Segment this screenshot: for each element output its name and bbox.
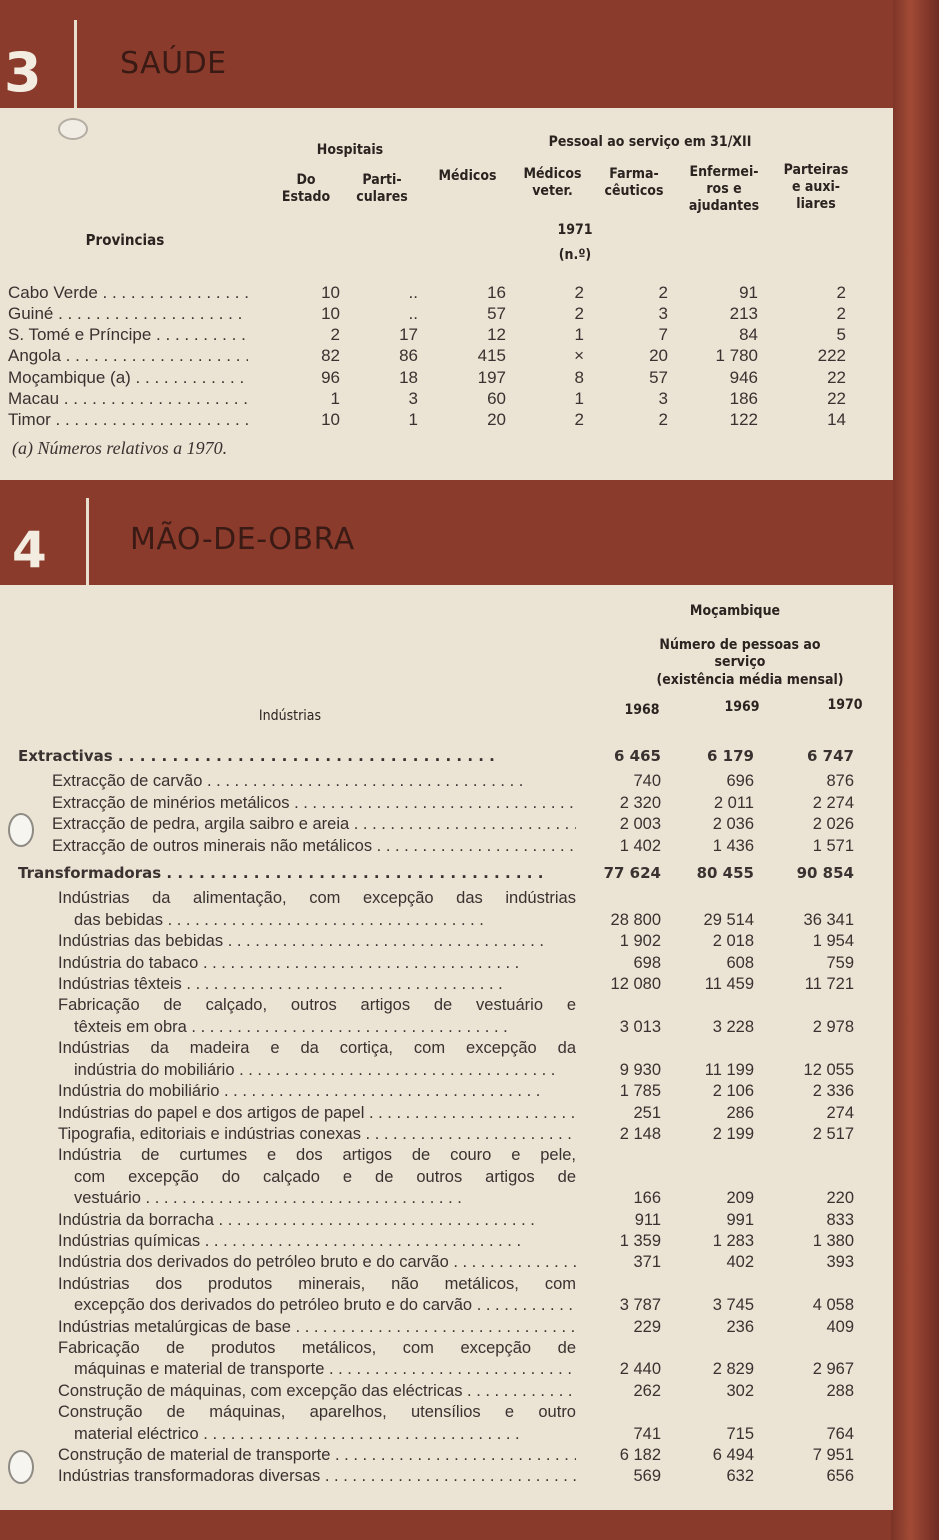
label-line: Fabricação de calçado, outros artigos de vestuário e xyxy=(58,996,576,1015)
cell-value-1969: 3 745 xyxy=(712,1296,754,1315)
punch-hole xyxy=(8,1450,34,1484)
table-row xyxy=(8,303,868,324)
cell-value-1970: 2 026 xyxy=(812,815,854,834)
industry-label xyxy=(18,888,576,931)
cell-value: 10 xyxy=(321,410,340,430)
cell-value-1969: 1 283 xyxy=(712,1231,754,1250)
cell-value-1968: 262 xyxy=(633,1381,661,1400)
cell-value: 3 xyxy=(658,303,668,323)
cell-value: 5 xyxy=(836,325,846,345)
cell-value-1970: 2 967 xyxy=(812,1360,854,1379)
cell-value-1970: 409 xyxy=(826,1317,854,1336)
label-line: indústria do mobiliário . . . xyxy=(58,1060,576,1081)
cell-value: 3 xyxy=(658,389,668,408)
label-line: Extracção de outros minerais não metálicos . . . xyxy=(52,836,576,857)
industry-label xyxy=(18,1038,576,1081)
cell-value: 1 780 xyxy=(715,346,758,366)
table-row xyxy=(8,367,868,388)
divider xyxy=(86,498,89,598)
cell-value: 2 xyxy=(574,282,584,302)
cell-value: .. xyxy=(408,282,418,302)
industry-label xyxy=(18,974,576,995)
section3-title: SAÚDE xyxy=(120,46,227,81)
col-group-pessoal: Pessoal ao serviço em 31/XII xyxy=(548,134,752,150)
table-row xyxy=(18,1402,888,1445)
label-line: Extractivas . . . xyxy=(18,746,576,767)
industry-label xyxy=(18,1445,576,1466)
section4-title: MÃO-DE-OBRA xyxy=(130,522,355,557)
cell-value-1968: 229 xyxy=(633,1317,661,1336)
table-row xyxy=(18,1210,888,1231)
label-line: Indústrias químicas . . . xyxy=(58,1231,576,1252)
cell-value: 86 xyxy=(399,346,418,366)
cell-value: 91 xyxy=(739,282,758,302)
cell-value-1969: 6 494 xyxy=(712,1446,754,1464)
cell-value-1968: 1 902 xyxy=(619,932,661,951)
label-line: com excepção do calçado e de outros artigos de xyxy=(74,1167,576,1186)
label-line: Indústrias da alimentação, com excepção das indústrias xyxy=(58,889,576,908)
region-label: Moçambique xyxy=(689,603,781,619)
cell-value-1968: 911 xyxy=(634,1210,661,1229)
label-line: Construção de máquinas, aparelhos, utensílios e outro xyxy=(58,1403,576,1422)
label-line: Indústrias metalúrgicas de base . . . xyxy=(58,1317,576,1338)
col-medicos-veter: Médicos veter. xyxy=(523,166,582,199)
cell-value: 84 xyxy=(739,325,758,345)
label-line: máquinas e material de transporte . . . xyxy=(58,1359,576,1380)
cell-value-1968: 2 440 xyxy=(619,1360,661,1379)
cell-value: 1 xyxy=(408,410,418,430)
cell-value: × xyxy=(574,346,584,366)
year-1968: 1968 xyxy=(624,702,660,718)
cell-value-1968: 1 359 xyxy=(619,1231,661,1250)
label-line: Indústrias dos produtos minerais, não metálicos, com xyxy=(58,1274,576,1293)
table-row xyxy=(18,1274,888,1317)
col-particulares: Parti- culares xyxy=(356,172,408,205)
group-row xyxy=(18,746,888,767)
cell-value-1969: 11 459 xyxy=(704,975,754,994)
cell-value: 7 xyxy=(658,325,668,345)
cell-value-1970: 90 854 xyxy=(796,864,854,883)
cell-value: 10 xyxy=(321,282,340,302)
cell-value: 2 xyxy=(836,282,846,302)
col-medicos: Médicos xyxy=(438,168,497,184)
industry-label xyxy=(18,1466,576,1487)
table-row xyxy=(18,974,888,995)
cell-value-1970: 12 055 xyxy=(803,1060,854,1079)
table-row xyxy=(8,389,868,410)
cell-value-1970: 833 xyxy=(826,1210,854,1229)
cell-value: 14 xyxy=(827,410,846,430)
table-row xyxy=(18,1124,888,1145)
cell-value-1970: 288 xyxy=(826,1381,854,1400)
cell-value-1970: 36 341 xyxy=(803,910,854,929)
cell-value-1968: 698 xyxy=(633,953,661,972)
cell-value-1968: 12 080 xyxy=(610,975,661,994)
label-line: das bebidas . . . xyxy=(58,910,576,931)
year-1970: 1970 xyxy=(827,697,863,713)
province-name: S. Tomé e Príncipe . . . xyxy=(8,325,248,345)
col-do-estado: Do Estado xyxy=(281,172,331,205)
industry-label xyxy=(18,1274,576,1317)
cell-value-1968: 251 xyxy=(633,1103,661,1122)
label-line: Indústrias das bebidas . . . xyxy=(58,931,576,952)
col-parteiras: Parteiras e auxi- liares xyxy=(783,162,849,212)
label-line: Extracção de pedra, argila saibro e areia . . . xyxy=(52,814,576,835)
cell-value-1970: 393 xyxy=(826,1253,854,1272)
province-name: Moçambique (a) . . . xyxy=(8,368,248,388)
cell-value-1970: 2 274 xyxy=(812,793,854,812)
industry-label xyxy=(18,1081,576,1102)
cell-value-1970: 876 xyxy=(826,772,854,791)
cell-value-1969: 2 011 xyxy=(713,793,754,812)
cell-value-1970: 11 721 xyxy=(804,975,854,994)
cell-value: 18 xyxy=(399,367,418,387)
cell-value: 57 xyxy=(487,303,506,323)
table-row xyxy=(18,793,888,814)
cell-value: .. xyxy=(408,303,418,323)
cell-value-1969: 3 228 xyxy=(712,1017,754,1036)
cell-value-1970: 1 954 xyxy=(812,932,854,951)
cell-value-1968: 3 787 xyxy=(619,1296,661,1315)
industry-label xyxy=(18,836,576,857)
cell-value-1970: 274 xyxy=(826,1103,854,1122)
cell-value-1969: 715 xyxy=(726,1424,754,1443)
cell-value: 10 xyxy=(321,303,340,323)
binder-spine xyxy=(891,0,939,1540)
cell-value-1969: 608 xyxy=(726,953,754,972)
measure-note: (existência média mensal) xyxy=(656,672,844,688)
section3-table-panel xyxy=(0,108,893,480)
label-line: Indústria do tabaco . . . xyxy=(58,953,576,974)
label-line: Transformadoras . . . xyxy=(18,863,576,884)
cell-value: 2 xyxy=(574,410,584,430)
table-row xyxy=(18,1103,888,1124)
cell-value: 1 xyxy=(574,389,584,408)
label-line: vestuário . . . xyxy=(58,1188,576,1209)
cell-value-1970: 656 xyxy=(826,1467,854,1486)
unit-label: (n.º) xyxy=(558,247,592,263)
label-line: Construção de máquinas, com excepção das eléctricas . . . xyxy=(58,1381,576,1402)
cell-value-1968: 2 320 xyxy=(619,793,661,812)
cell-value-1969: 2 106 xyxy=(712,1082,754,1101)
table-row xyxy=(18,1038,888,1081)
cell-value-1969: 6 179 xyxy=(707,747,754,765)
cell-value: 82 xyxy=(321,346,340,366)
cell-value-1970: 2 336 xyxy=(812,1082,854,1101)
cell-value: 57 xyxy=(649,367,668,387)
cell-value-1970: 4 058 xyxy=(812,1296,854,1315)
label-line: Indústrias da madeira e da cortiça, com excepção da xyxy=(58,1039,576,1058)
cell-value: 186 xyxy=(729,389,758,408)
industry-label xyxy=(18,953,576,974)
table-row xyxy=(18,836,888,857)
cell-value-1968: 166 xyxy=(633,1189,661,1208)
province-name: Guiné . . . xyxy=(8,304,248,324)
table-row xyxy=(18,995,888,1038)
cell-value-1970: 2 517 xyxy=(812,1124,854,1143)
cell-value-1970: 1 571 xyxy=(812,836,854,855)
year-1969: 1969 xyxy=(724,699,760,715)
punch-hole xyxy=(58,118,88,140)
cell-value-1968: 569 xyxy=(633,1467,661,1486)
cell-value-1968: 77 624 xyxy=(603,864,661,883)
industry-label xyxy=(18,1103,576,1124)
cell-value: 20 xyxy=(487,410,506,430)
industry-label xyxy=(18,1381,576,1402)
table-row xyxy=(18,888,888,931)
label-line: Extracção de carvão . . . xyxy=(52,771,576,792)
province-name: Timor . . . xyxy=(8,410,248,430)
cell-value: 122 xyxy=(729,410,758,430)
cell-value-1969: 991 xyxy=(726,1210,754,1229)
cell-value: 2 xyxy=(330,325,340,345)
label-line: Fabricação de produtos metálicos, com excepção de xyxy=(58,1338,576,1357)
table-row xyxy=(8,346,868,367)
cell-value: 20 xyxy=(649,346,668,366)
label-line: têxteis em obra . . . xyxy=(58,1017,576,1038)
cell-value-1969: 2 018 xyxy=(712,932,754,951)
table-row xyxy=(18,953,888,974)
cell-value: 96 xyxy=(321,367,340,387)
cell-value-1969: 1 436 xyxy=(712,836,754,855)
cell-value: 1 xyxy=(330,389,340,408)
cell-value: 946 xyxy=(729,367,758,387)
cell-value-1969: 11 199 xyxy=(704,1060,754,1079)
industry-label xyxy=(18,793,576,814)
industry-label xyxy=(18,746,576,767)
table-row xyxy=(18,814,888,835)
col-group-hospitais: Hospitais xyxy=(316,142,384,158)
cell-value-1970: 759 xyxy=(826,953,854,972)
label-line: Construção de material de transporte . . . xyxy=(58,1445,576,1466)
cell-value-1969: 2 036 xyxy=(712,815,754,834)
industry-label xyxy=(18,1317,576,1338)
table-row xyxy=(18,931,888,952)
cell-value: 12 xyxy=(487,325,506,345)
cell-value-1969: 80 455 xyxy=(696,864,754,883)
cell-value-1969: 286 xyxy=(726,1103,754,1122)
industry-label xyxy=(18,814,576,835)
province-name: Cabo Verde . . . xyxy=(8,283,248,303)
table-row xyxy=(8,410,868,431)
table-row xyxy=(18,1252,888,1273)
industry-label xyxy=(18,995,576,1038)
group-row xyxy=(18,863,888,884)
section3-number: 3 xyxy=(4,41,42,104)
cell-value: 60 xyxy=(487,389,506,408)
cell-value-1970: 1 380 xyxy=(812,1231,854,1250)
cell-value-1969: 632 xyxy=(726,1467,754,1486)
cell-value: 22 xyxy=(827,367,846,387)
table-row xyxy=(18,1317,888,1338)
table-row xyxy=(18,1081,888,1102)
table-row xyxy=(18,1231,888,1252)
industry-label xyxy=(18,863,576,884)
cell-value-1968: 741 xyxy=(633,1424,661,1443)
cell-value-1970: 6 747 xyxy=(807,747,854,765)
table-row xyxy=(18,1145,888,1209)
table-row xyxy=(8,282,868,303)
cell-value: 8 xyxy=(574,367,584,387)
label-line: Indústria dos derivados do petróleo bruto e do carvão . . . xyxy=(58,1252,576,1273)
cell-value-1968: 371 xyxy=(633,1253,661,1272)
industry-label xyxy=(18,1402,576,1445)
cell-value-1970: 2 978 xyxy=(812,1017,854,1036)
cell-value-1970: 7 951 xyxy=(812,1446,854,1464)
cell-value-1970: 220 xyxy=(826,1189,854,1208)
label-line: Extracção de minérios metálicos . . . xyxy=(52,793,576,814)
industry-label xyxy=(18,1338,576,1381)
cell-value-1969: 402 xyxy=(726,1253,754,1272)
measure-label: Número de pessoas ao serviço xyxy=(659,637,821,670)
industrias-label: Indústrias xyxy=(258,708,322,724)
year-label: 1971 xyxy=(557,222,593,238)
industry-label xyxy=(18,1124,576,1145)
cell-value-1968: 1 785 xyxy=(619,1082,661,1101)
cell-value-1969: 696 xyxy=(726,772,754,791)
table-row xyxy=(18,1381,888,1402)
cell-value-1968: 28 800 xyxy=(610,910,661,929)
cell-value-1969: 2 199 xyxy=(712,1124,754,1143)
provincias-label: Provincias xyxy=(85,231,165,249)
cell-value-1968: 3 013 xyxy=(619,1017,661,1036)
col-enfermeiros: Enfermei- ros e ajudantes xyxy=(688,164,760,214)
industry-label xyxy=(18,931,576,952)
section4-number: 4 xyxy=(12,521,47,579)
cell-value: 197 xyxy=(477,367,506,387)
cell-value-1969: 209 xyxy=(726,1189,754,1208)
cell-value: 3 xyxy=(408,389,418,408)
col-farmaceuticos: Farma- cêuticos xyxy=(604,166,664,199)
label-line: Indústria da borracha . . . xyxy=(58,1210,576,1231)
industry-label xyxy=(18,1145,576,1209)
label-line: Indústrias do papel e dos artigos de papel . . . xyxy=(58,1103,576,1124)
industry-label xyxy=(18,1231,576,1252)
cell-value: 22 xyxy=(827,389,846,408)
punch-hole xyxy=(8,813,34,847)
cell-value: 17 xyxy=(399,325,418,345)
cell-value-1968: 2 148 xyxy=(619,1124,661,1143)
cell-value: 2 xyxy=(658,282,668,302)
cell-value-1970: 764 xyxy=(826,1424,854,1443)
cell-value-1968: 2 003 xyxy=(619,815,661,834)
cell-value-1969: 236 xyxy=(726,1317,754,1336)
cell-value-1968: 6 465 xyxy=(614,747,661,765)
cell-value-1968: 740 xyxy=(633,772,661,791)
divider xyxy=(74,20,77,120)
table-row xyxy=(18,1445,888,1466)
cell-value-1968: 1 402 xyxy=(619,836,661,855)
cell-value-1968: 6 182 xyxy=(619,1446,661,1464)
table-row xyxy=(18,1338,888,1381)
cell-value-1969: 302 xyxy=(726,1381,754,1400)
cell-value: 222 xyxy=(817,346,846,366)
table-row xyxy=(18,771,888,792)
cell-value: 213 xyxy=(729,303,758,323)
label-line: Tipografia, editoriais e indústrias conexas . . . xyxy=(58,1124,576,1145)
cell-value: 16 xyxy=(487,282,506,302)
cell-value-1968: 9 930 xyxy=(619,1060,661,1079)
cell-value: 2 xyxy=(658,410,668,430)
table-row xyxy=(18,1466,888,1487)
industry-label xyxy=(18,1210,576,1231)
label-line: material eléctrico . . . xyxy=(58,1424,576,1445)
footnote: (a) Números relativos a 1970. xyxy=(12,438,228,458)
cell-value: 2 xyxy=(836,303,846,323)
industry-label xyxy=(18,771,576,792)
cell-value: 2 xyxy=(574,303,584,323)
cell-value: 1 xyxy=(574,325,584,345)
cell-value: 415 xyxy=(477,346,506,366)
label-line: excepção dos derivados do petróleo bruto e do carvão . . . xyxy=(58,1295,576,1316)
industry-label xyxy=(18,1252,576,1273)
cell-value-1969: 2 829 xyxy=(712,1360,754,1379)
cell-value-1969: 29 514 xyxy=(703,910,754,929)
label-line: Indústrias transformadoras diversas . . . xyxy=(58,1466,576,1487)
table-row xyxy=(8,325,868,346)
label-line: Indústrias têxteis . . . xyxy=(58,974,576,995)
label-line: Indústria do mobiliário . . . xyxy=(58,1081,576,1102)
province-name: Angola . . . xyxy=(8,346,248,366)
label-line: Indústria de curtumes e dos artigos de couro e pele, xyxy=(58,1146,576,1165)
province-name: Macau . . . xyxy=(8,389,248,409)
